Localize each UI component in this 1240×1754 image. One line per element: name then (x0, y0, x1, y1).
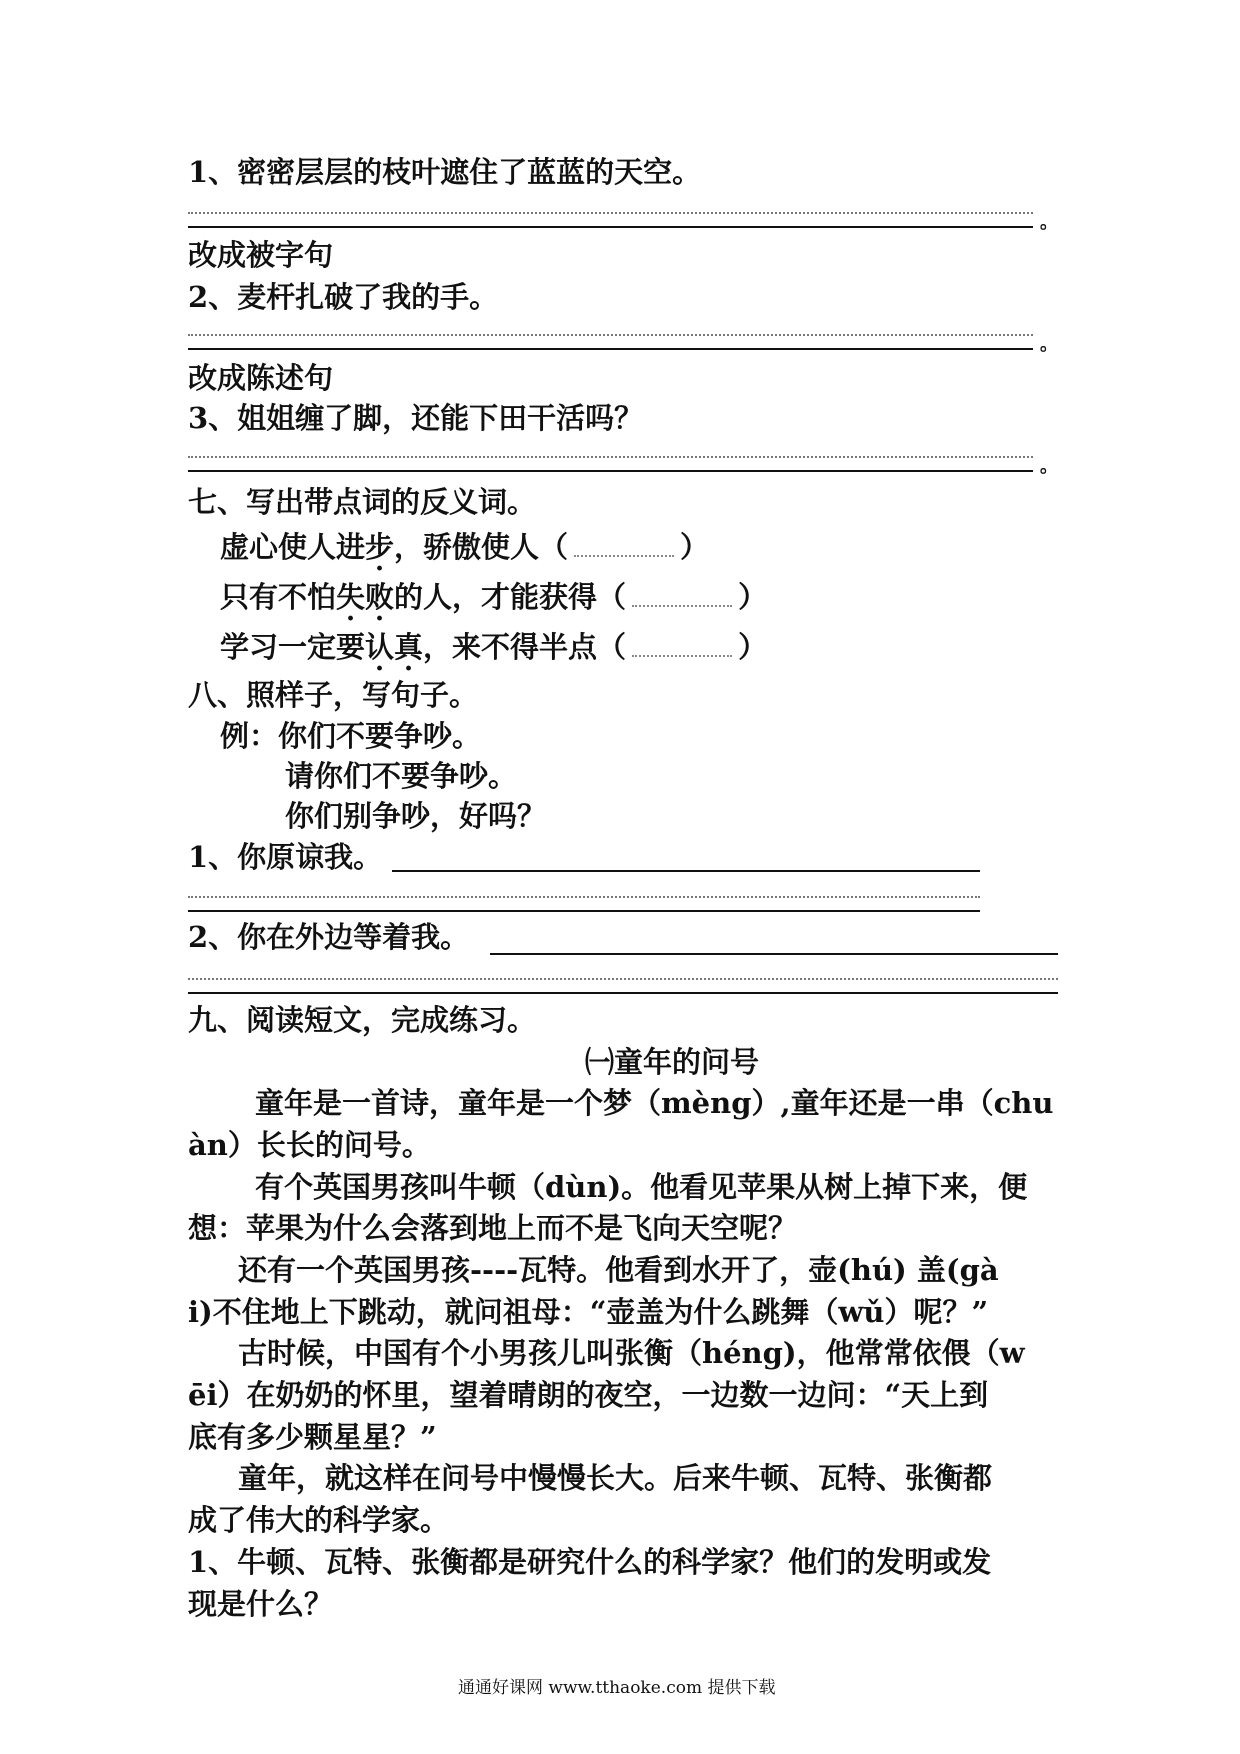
answer-dots-3 (188, 456, 1033, 458)
answer-line-1[interactable] (188, 226, 1033, 228)
footer-source: 通通好课网 www.tthaoke.com 提供下载 (458, 1678, 776, 1698)
dotted-word: 步 (365, 530, 395, 564)
passage-line: 底有多少颗星星？” (188, 1420, 437, 1454)
example-2: 请你们不要争吵。 (285, 759, 518, 793)
answer-line-2[interactable] (188, 348, 1033, 350)
passage-line: ēi）在奶奶的怀里，望着晴朗的夜空，一边数一边问：“天上到 (188, 1378, 989, 1412)
dotted-word: 认 (365, 630, 395, 664)
period-mark-2: 。 (1040, 334, 1058, 355)
antonym-text: ，来不得半点（ (423, 630, 627, 664)
antonym-text: 只有不怕 (220, 580, 337, 614)
rewrite-question-2: 2、你在外边等着我。 (188, 920, 470, 954)
antonym-text: 的人，才能获得（ (394, 580, 627, 614)
dotted-word: 败 (365, 580, 395, 614)
period-mark-3: 。 (1040, 456, 1058, 477)
passage-title: ㈠童年的问号 (585, 1045, 760, 1079)
passage-line: 还有一个英国男孩----瓦特。他看到水开了，壶(hú) 盖(gà (238, 1253, 999, 1287)
rewrite-dots-1 (188, 896, 980, 898)
antonym-text: ，骄傲使人（ (394, 530, 569, 564)
rewrite-line-1b[interactable] (188, 910, 980, 912)
reading-question-1: 1、牛顿、瓦特、张衡都是研究什么的科学家？他们的发明或发 (188, 1545, 992, 1579)
answer-dots-1 (188, 212, 1033, 214)
answer-blank[interactable] (574, 545, 674, 557)
antonym-line-1 (220, 527, 709, 567)
task-label-1: 改成被字句 (188, 238, 334, 272)
answer-dots-2 (188, 334, 1033, 336)
reading-question-1b: 现是什么？ (188, 1587, 334, 1621)
dotted-word: 真 (394, 630, 424, 664)
section-7-title: 七、写出带点词的反义词。 (188, 485, 537, 519)
passage-line: 想：苹果为什么会落到地上而不是飞向天空呢？ (188, 1211, 798, 1245)
antonym-text: ） (738, 630, 768, 664)
passage-line: i)不住地上下跳动，就问祖母：“壶盖为什么跳舞（wǔ）呢？” (188, 1295, 989, 1329)
antonym-line-2 (220, 577, 767, 617)
answer-blank[interactable] (632, 595, 732, 607)
antonym-line-3 (220, 627, 767, 667)
passage-line: 有个英国男孩叫牛顿（dùn)。他看见苹果从树上掉下来，便 (255, 1170, 1028, 1204)
antonym-text: 学习一定要 (220, 630, 366, 664)
question-1: 1、密密层层的枝叶遮住了蓝蓝的天空。 (188, 155, 702, 189)
rewrite-dots-2 (188, 978, 1058, 980)
question-3: 3、姐姐缠了脚，还能下田干活吗？ (188, 401, 644, 435)
passage-line: àn）长长的问号。 (188, 1128, 431, 1162)
question-2: 2、麦杆扎破了我的手。 (188, 280, 499, 314)
rewrite-line-2a[interactable] (490, 953, 1058, 955)
answer-line-3[interactable] (188, 470, 1033, 472)
passage-line: 古时候，中国有个小男孩儿叫张衡（héng)，他常常依偎（w (238, 1336, 1025, 1370)
answer-blank[interactable] (632, 645, 732, 657)
antonym-text: ） (680, 530, 710, 564)
example-3: 你们别争吵，好吗？ (285, 799, 547, 833)
rewrite-line-1a[interactable] (392, 870, 980, 872)
antonym-text: ） (738, 580, 768, 614)
passage-line: 童年，就这样在问号中慢慢长大。后来牛顿、瓦特、张衡都 (238, 1461, 993, 1495)
rewrite-question-1: 1、你原谅我。 (188, 840, 383, 874)
period-mark-1: 。 (1040, 212, 1058, 233)
rewrite-line-2b[interactable] (188, 992, 1058, 994)
section-9-title: 九、阅读短文，完成练习。 (188, 1003, 537, 1037)
antonym-text: 虚心使人进 (220, 530, 366, 564)
passage-line: 成了伟大的科学家。 (188, 1503, 450, 1537)
task-label-2: 改成陈述句 (188, 361, 334, 395)
dotted-word: 失 (336, 580, 366, 614)
section-8-title: 八、照样子，写句子。 (188, 678, 479, 712)
example-1: 例：你们不要争吵。 (220, 719, 482, 753)
passage-line: 童年是一首诗，童年是一个梦（mèng）,童年还是一串（chu (255, 1086, 1054, 1120)
